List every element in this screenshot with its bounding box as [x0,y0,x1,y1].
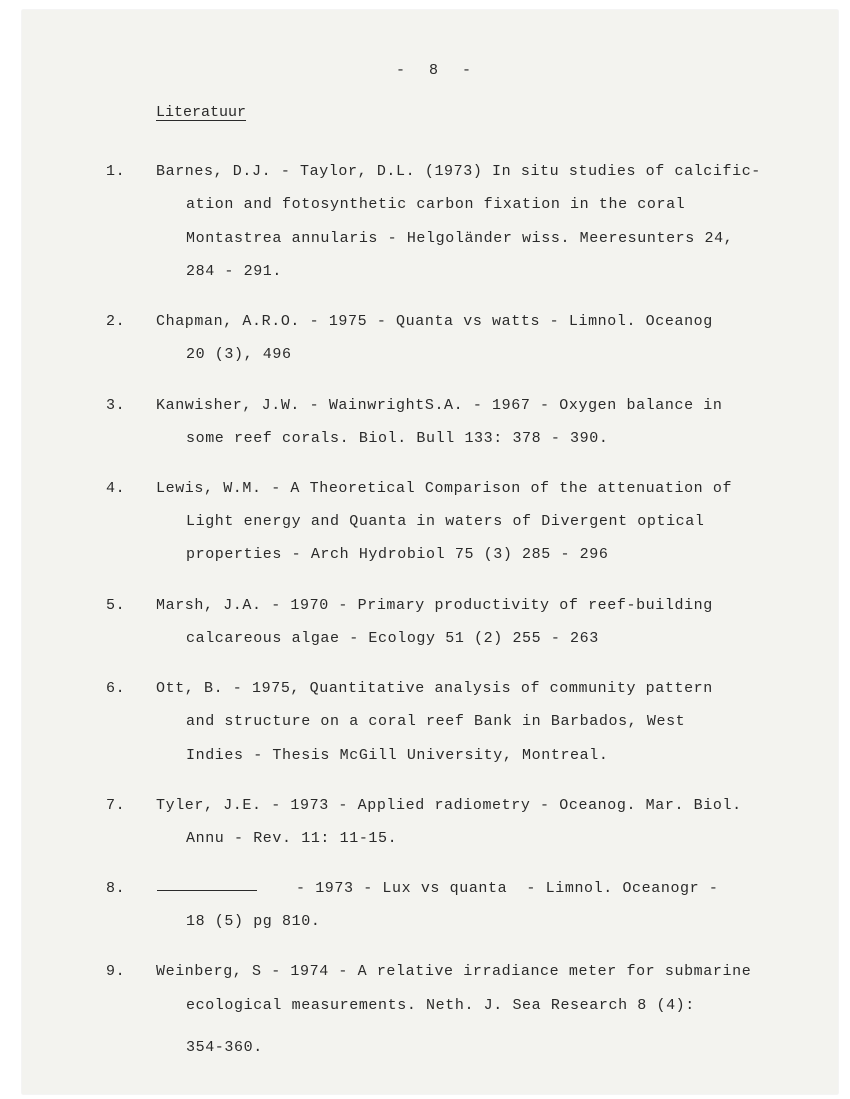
reference-number: 7. [106,797,126,814]
section-heading: Literatuur [156,104,247,121]
reference-number: 6. [106,680,126,697]
reference-line: 18 (5) pg 810. [186,913,321,930]
reference-number: 3. [106,397,126,414]
reference-line: 20 (3), 496 [186,346,292,363]
reference-line: ecological measurements. Neth. J. Sea Research 8 (4): [186,997,695,1014]
page-number: - 8 - [396,62,474,79]
reference-number: 1. [106,163,126,180]
ditto-rule [157,890,257,891]
reference-line: calcareous algae - Ecology 51 (2) 255 - 263 [186,630,599,647]
reference-line: Light energy and Quanta in waters of Divergent optical [186,513,705,530]
reference-line: Montastrea annularis - Helgoländer wiss. Meeresunters 24, [186,230,734,247]
reference-line: and structure on a coral reef Bank in Barbados, West [186,713,686,730]
reference-line: Kanwisher, J.W. - WainwrightS.A. - 1967 - Oxygen balance in [156,397,723,414]
reference-number: 8. [106,880,126,897]
reference-number: 9. [106,963,126,980]
reference-line: Indies - Thesis McGill University, Montreal. [186,747,609,764]
reference-line: - 1973 - Lux vs quanta - Limnol. Oceanogr - [296,880,719,897]
reference-line: Barnes, D.J. - Taylor, D.L. (1973) In situ studies of calcific- [156,163,761,180]
reference-number: 5. [106,597,126,614]
reference-line: 354-360. [186,1039,263,1056]
reference-number: 4. [106,480,126,497]
reference-line: Ott, B. - 1975, Quantitative analysis of community pattern [156,680,713,697]
reference-line: Marsh, J.A. - 1970 - Primary productivity of reef-building [156,597,713,614]
reference-line: Annu - Rev. 11: 11-15. [186,830,398,847]
reference-line: ation and fotosynthetic carbon fixation in the coral [186,196,686,213]
reference-number: 2. [106,313,126,330]
reference-line: Chapman, A.R.O. - 1975 - Quanta vs watts - Limnol. Oceanog [156,313,713,330]
reference-line: Tyler, J.E. - 1973 - Applied radiometry - Oceanog. Mar. Biol. [156,797,742,814]
reference-line: some reef corals. Biol. Bull 133: 378 - 390. [186,430,609,447]
reference-line: Lewis, W.M. - A Theoretical Comparison of the attenuation of [156,480,733,497]
reference-line: 284 - 291. [186,263,283,280]
reference-line: properties - Arch Hydrobiol 75 (3) 285 - 296 [186,546,609,563]
reference-line: Weinberg, S - 1974 - A relative irradiance meter for submarine [156,963,752,980]
